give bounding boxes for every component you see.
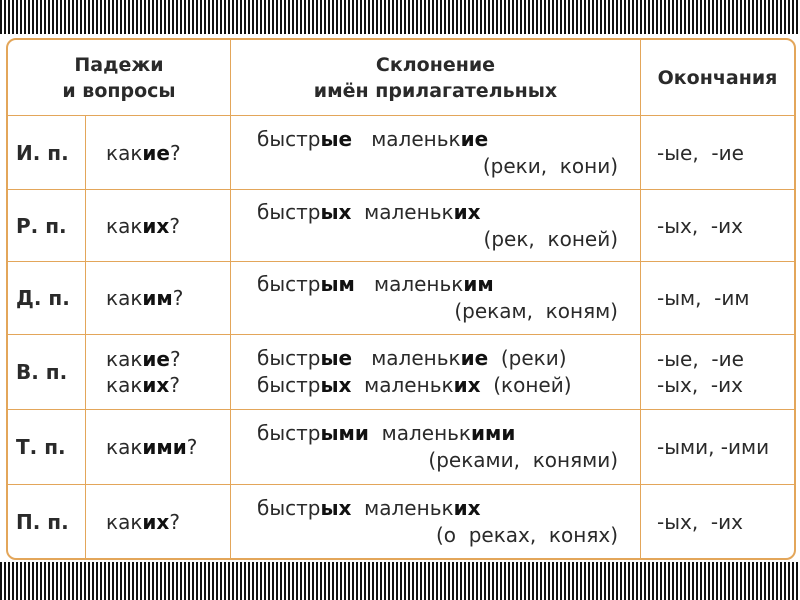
word-part: как [106,435,143,459]
ending-line: -ые, -ие [657,347,744,371]
word-ending-bold: ые [320,346,353,370]
header-endings [641,40,794,116]
word-ending-bold: ие [460,346,489,370]
question-line [106,140,230,166]
word-part: ? [169,213,180,238]
word-ending-bold: их [142,509,170,534]
adjective-line [257,345,618,372]
word-part: как [106,347,143,371]
header-cases [8,40,231,116]
ending-line: -ых, -их [657,373,743,397]
word-part: маленьк [352,346,461,370]
word-part: быстр [257,495,321,520]
declension-example [231,335,641,410]
ending-line: -ым, -им [657,286,750,310]
word-part: ? [186,435,198,459]
word-ending-bold: ие [142,347,170,371]
case-label: Р. п. [16,213,67,238]
word-part: как [106,213,143,238]
declension-example [231,485,641,558]
word-part: как [106,373,143,397]
word-part: ? [172,286,184,310]
case-label: П. п. [16,509,69,534]
word-ending-bold: ых [320,495,352,520]
adjective-line [257,271,618,298]
noun-note: (рек, коней) [483,226,618,251]
word-ending-bold: ие [142,140,170,165]
header-cases-line1: Падежи [74,53,164,76]
word-part: ? [170,347,181,371]
declension-example [231,190,641,262]
declension-example [231,410,641,485]
word-part: быстр [257,421,321,445]
case-name [8,190,86,262]
word-part: маленьк [351,373,454,397]
header-cases-line2: и вопросы [62,79,176,102]
case-name [8,410,86,485]
case-name [8,335,86,410]
case-question [86,262,231,335]
adjective-line [257,420,618,447]
case-question [86,116,231,190]
word-part: как [106,286,143,310]
word-ending-bold: ые [320,126,353,151]
ending-line: -ыми, -ими [657,435,770,459]
question-line [106,285,230,311]
question-line [106,509,230,535]
question-line [106,372,230,398]
word-ending-bold: ыми [320,421,369,445]
word-part: маленьк [368,421,472,445]
word-ending-bold: им [463,272,494,296]
word-ending-bold: ым [320,272,355,296]
case-question [86,485,231,558]
noun-note: (реки, кони) [482,153,618,178]
endings [641,335,794,410]
ending-line: -ых, -их [657,213,743,238]
word-ending-bold: ими [142,435,187,459]
word-ending-bold: ие [460,126,489,151]
word-part: быстр [257,272,321,296]
case-question [86,335,231,410]
endings [641,190,794,262]
word-ending-bold: их [142,373,170,397]
endings [641,410,794,485]
question-line [106,213,230,239]
case-name [8,116,86,190]
word-part: маленьк [351,199,454,224]
case-question [86,190,231,262]
word-part: быстр [257,126,321,151]
case-name [8,262,86,335]
case-label: Д. п. [16,286,70,310]
case-name [8,485,86,558]
header-declension [231,40,641,116]
scanline-border-bottom [0,562,800,600]
endings [641,485,794,558]
word-part: маленьк [351,495,454,520]
noun-note: (реками, конями) [428,448,618,472]
case-question [86,410,231,485]
header-declension-line2: имён прилагательных [313,79,558,102]
declension-example [231,262,641,335]
word-part: быстр [257,199,321,224]
word-ending-bold: их [453,495,481,520]
adjective-line [257,372,618,399]
question-line [106,434,230,460]
word-ending-bold: ых [320,199,352,224]
word-part: (реки) [488,346,567,370]
header-endings-label: Окончания [657,66,778,89]
word-part: ? [169,373,180,397]
adjective-line [257,495,618,522]
word-part: маленьк [352,126,461,151]
word-part: как [106,140,143,165]
adjective-declension-table [6,38,796,560]
word-part: ? [169,509,180,534]
word-ending-bold: ых [320,373,352,397]
word-part: быстр [257,373,321,397]
word-part: ? [170,140,181,165]
endings [641,262,794,335]
noun-note: (о реках, конях) [435,522,618,547]
case-label: Т. п. [16,435,66,459]
word-ending-bold: им [142,286,173,310]
adjective-line [257,199,618,226]
adjective-line [257,126,618,153]
scanline-border-top [0,0,800,34]
word-ending-bold: их [453,199,481,224]
word-part: быстр [257,346,321,370]
noun-note: (рекам, коням) [454,299,618,323]
case-label: В. п. [16,360,68,384]
question-line [106,346,230,372]
word-ending-bold: их [142,213,170,238]
ending-line: -ые, -ие [657,140,744,165]
word-ending-bold: ими [471,421,516,445]
table-grid [8,40,794,558]
word-part: маленьк [354,272,464,296]
ending-line: -ых, -их [657,509,743,534]
declension-example [231,116,641,190]
header-declension-line1: Склонение [375,53,496,76]
endings [641,116,794,190]
case-label: И. п. [16,140,69,165]
word-part: (коней) [480,373,572,397]
word-part: как [106,509,143,534]
word-ending-bold: их [453,373,481,397]
